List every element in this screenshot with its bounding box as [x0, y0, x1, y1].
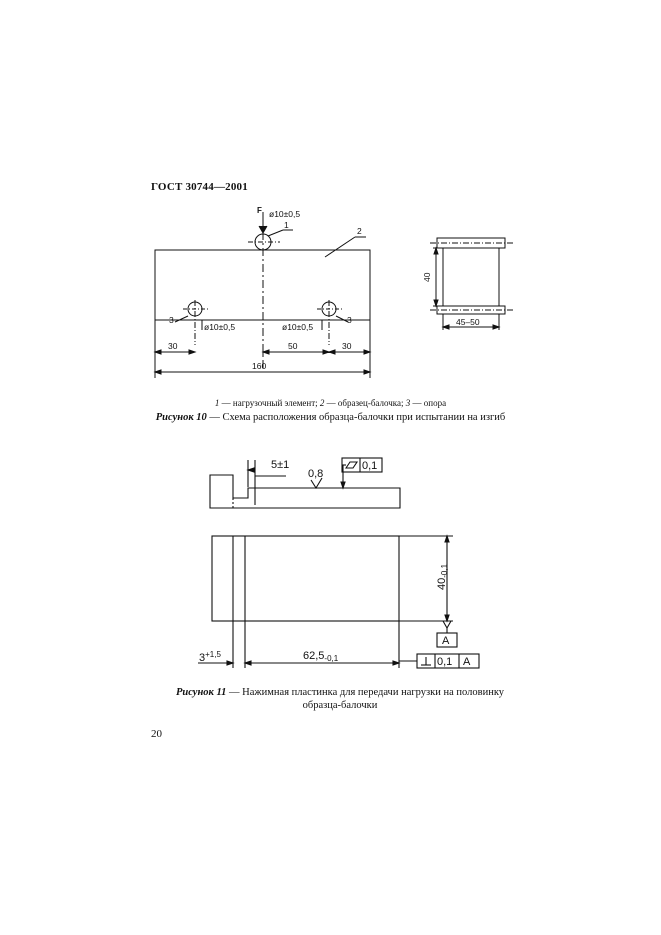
- plate-plan-view: [212, 536, 399, 621]
- perpendicularity-datum: A: [463, 656, 471, 668]
- figure-11-caption: Рисунок 11 — Нажимная пластинка для передачи нагрузки на половинку образца-балочки: [175, 687, 505, 711]
- dim-30-left: 30: [168, 341, 178, 351]
- side-dim-40: 40: [422, 272, 432, 282]
- roughness-label: 0,8: [308, 468, 324, 480]
- callout-1: 1: [284, 220, 289, 230]
- figure-10-caption: Рисунок 10 — Схема расположения образца-балочки при испытании на изгиб: [155, 412, 506, 423]
- left-diameter-label: ø10±0,5: [204, 322, 236, 332]
- callout-3-left: 3: [169, 315, 174, 325]
- callout-2: 2: [357, 226, 362, 236]
- dim-160: 160: [252, 361, 267, 371]
- top-diameter-label: ø10±0,5: [269, 209, 301, 219]
- dim-50: 50: [288, 341, 298, 351]
- figure-10-legend: 1 — нагрузочный элемент; 2 — образец-балочка; 3 — опора: [214, 398, 447, 408]
- dim-3-label: $3^{+1,5}$: [199, 650, 221, 664]
- force-label: F: [257, 206, 262, 215]
- callout-3-right: 3: [347, 315, 352, 325]
- dim-40-label: 40-0,1: [436, 563, 449, 590]
- document-header: ГОСТ 30744—2001: [151, 181, 248, 193]
- datum-a-label: A: [442, 635, 450, 647]
- flatness-value: 0,1: [362, 460, 378, 472]
- right-diameter-label: ø10±0,5: [282, 322, 314, 332]
- dim-30-right: 30: [342, 341, 352, 351]
- side-dim-45-50: 45–50: [456, 317, 480, 327]
- dim-62-label: 62,5-0,1: [303, 650, 339, 663]
- plate-profile: [210, 475, 400, 508]
- perpendicularity-value: 0,1: [437, 656, 453, 668]
- page-number: 20: [151, 728, 162, 740]
- dim-5-label: 5±1: [271, 459, 290, 471]
